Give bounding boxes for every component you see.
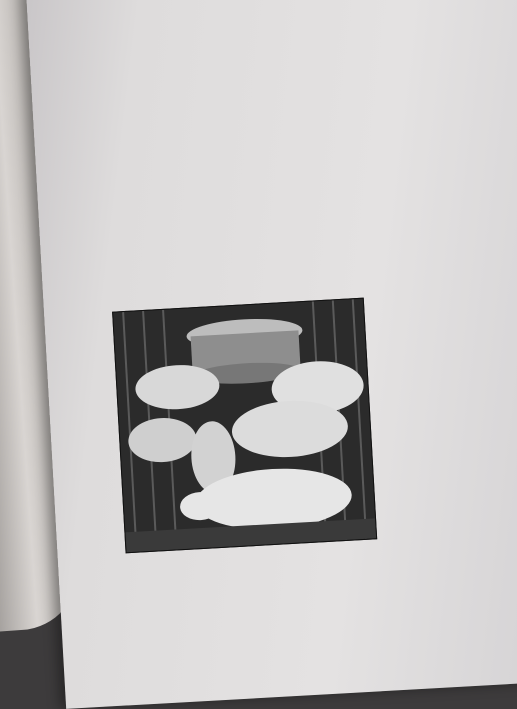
book-page — [26, 0, 517, 709]
section-paragraph — [80, 10, 455, 31]
section-heading — [80, 10, 455, 31]
pigs-feeding-photo — [112, 298, 377, 554]
page-content — [74, 0, 456, 31]
photo-illustration — [113, 299, 376, 553]
section-body — [80, 10, 455, 31]
